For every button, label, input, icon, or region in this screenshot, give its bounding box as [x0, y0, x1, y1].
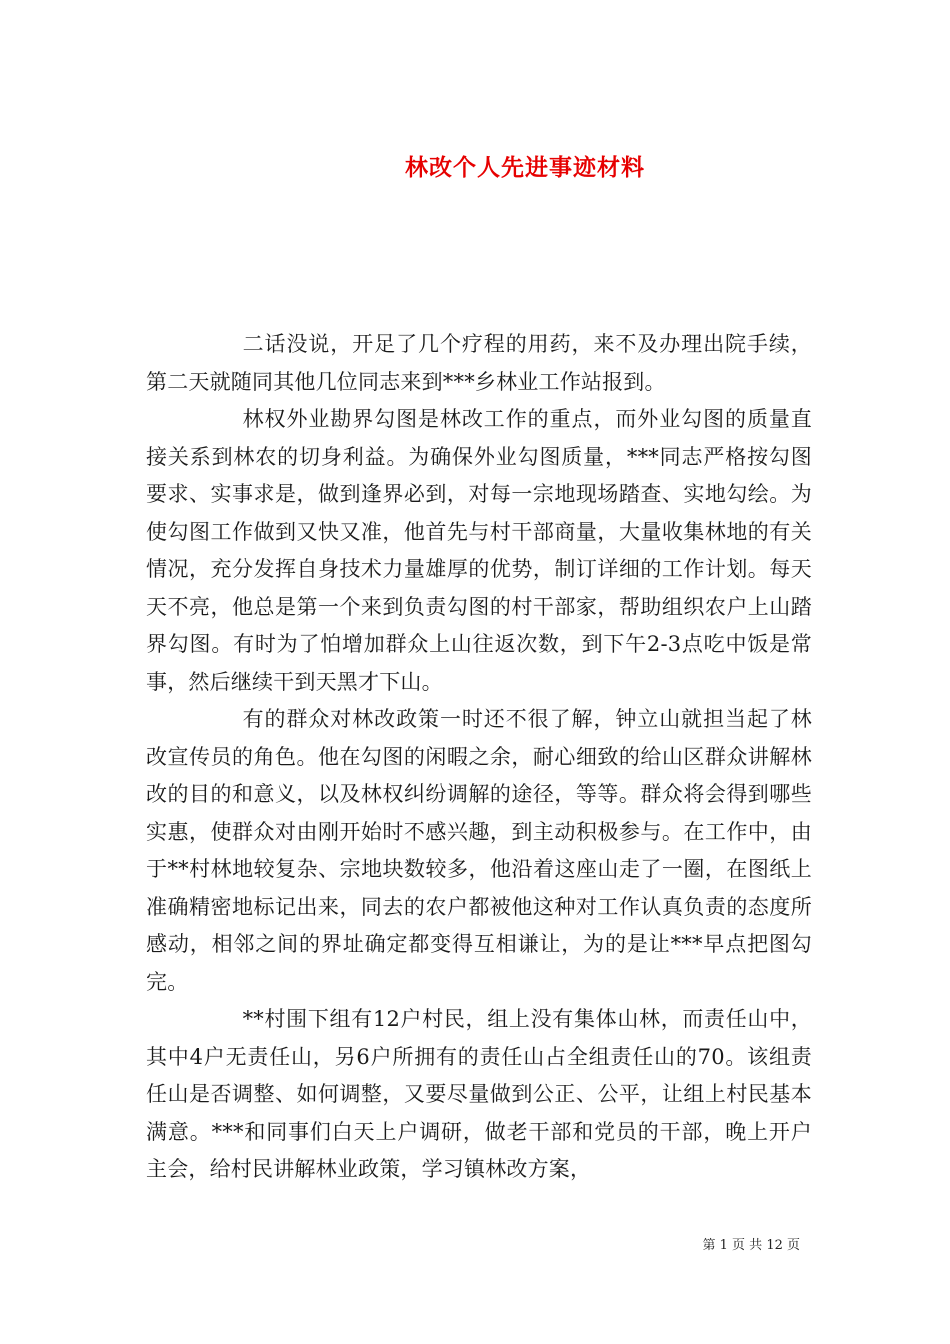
document-body [146, 326, 812, 1189]
page-number-footer: 第 1 页 共 12 页 [702, 1238, 800, 1253]
paragraph-2: 林权外业勘界勾图是林改工作的重点，而外业勾图的质量直接关系到林农的切身利益。为确保外业勾图质量，***同志严格按勾图要求、实事求是，做到逢界必到，对每一宗地现场踏查、实地勾绘。为使勾图工作做到又快又准，他首先与村干部商量，大量收集林地的有关情况，充分发挥自身技术力量雄厚的优势，制订详细的工作计划。每天天不亮，他总是第一个来到负责勾图的村干部家，帮助组织农户上山踏界勾图。有时为了怕增加群众上山往返次数，到下午2-3点吃中饭是常事，然后继续干到天黑才下山。 [146, 407, 812, 694]
document-title: 林改个人先进事迹材料 [405, 154, 645, 182]
paragraph-1: 二话没说，开足了几个疗程的用药，来不及办理出院手续，第二天就随同其他几位同志来到***乡林业工作站报到。 [146, 332, 812, 394]
paragraph-3: 有的群众对林改政策一时还不很了解，钟立山就担当起了林改宣传员的角色。他在勾图的闲暇之余，耐心细致的给山区群众讲解林改的目的和意义，以及林权纠纷调解的途径，等等。群众将会得到哪些实惠，使群众对由刚开始时不感兴趣，到主动积极参与。在工作中，由于**村林地较复杂、宗地块数较多，他沿着这座山走了一圈，在图纸上准确精密地标记出来，同去的农户都被他这种对工作认真负责的态度所感动，相邻之间的界址确定都变得互相谦让，为的是让***早点把图勾完。 [146, 707, 812, 994]
paragraph-4: **村围下组有12户村民，组上没有集体山林，而责任山中，其中4户无责任山，另6户所拥有的责任山占全组责任山的70。该组责任山是否调整、如何调整，又要尽量做到公正、公平，让组上村民基本满意。***和同事们白天上户调研，做老干部和党员的干部，晚上开户主会，给村民讲解林业政策，学习镇林改方案， [146, 1007, 812, 1181]
